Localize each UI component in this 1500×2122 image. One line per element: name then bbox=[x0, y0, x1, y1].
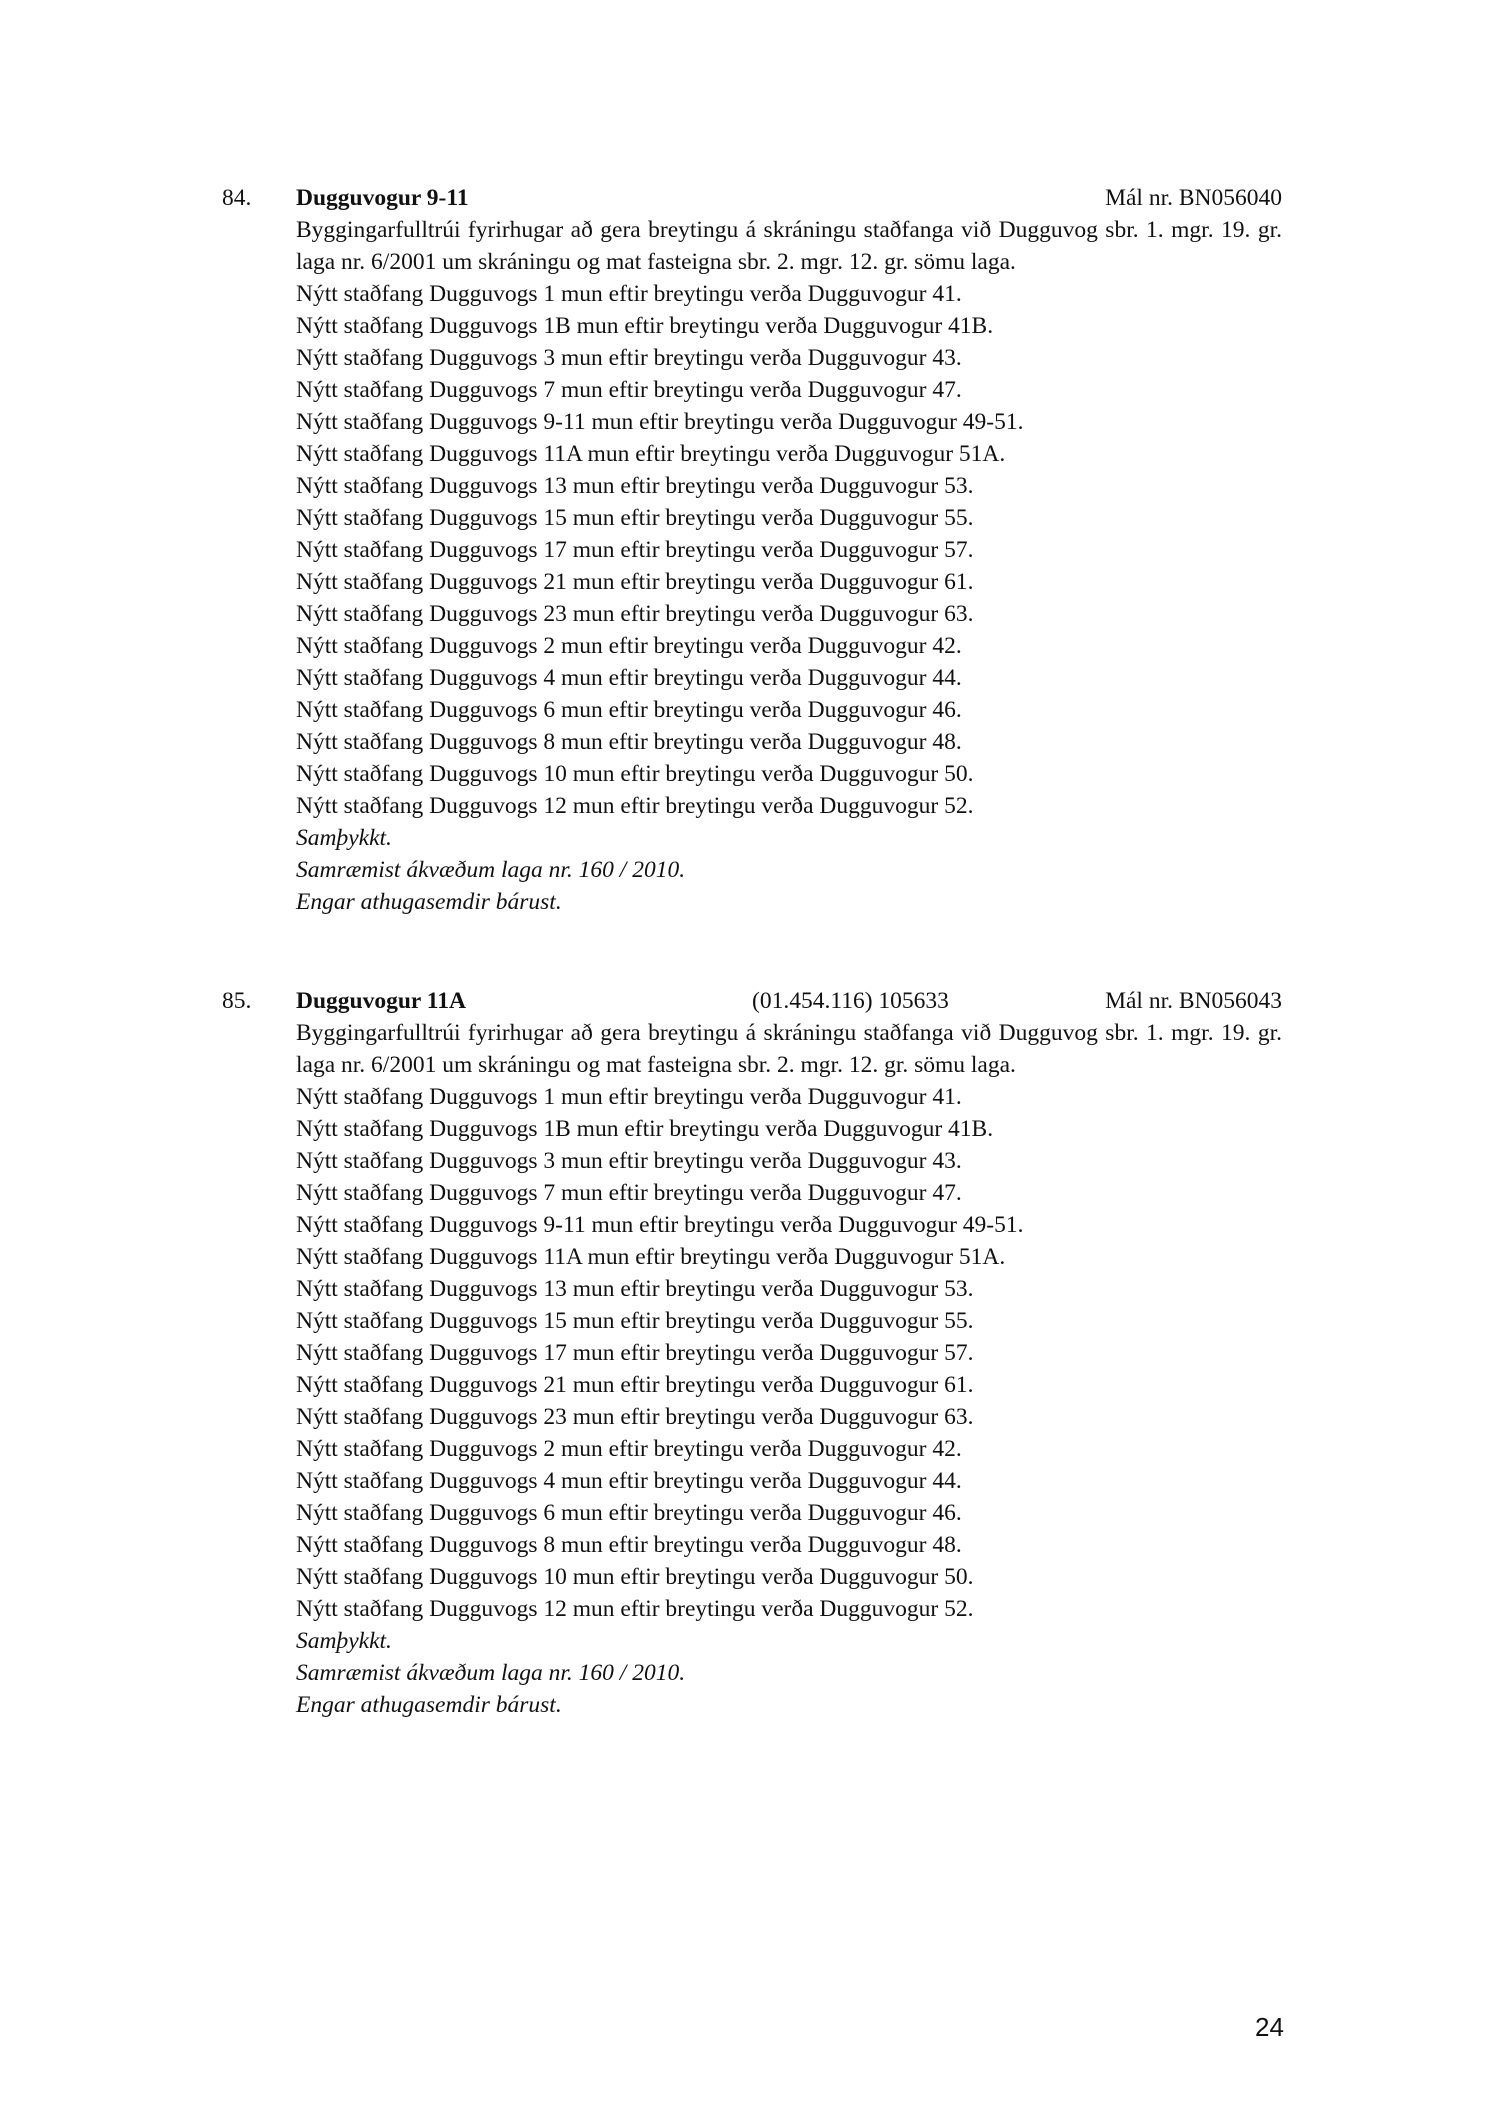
address-change-line: Nýtt staðfang Dugguvogs 21 mun eftir breytingu verða Dugguvogur 61. bbox=[296, 1372, 974, 1398]
address-change-line: Nýtt staðfang Dugguvogs 2 mun eftir breytingu verða Dugguvogur 42. bbox=[296, 633, 962, 659]
address-change-line: Nýtt staðfang Dugguvogs 13 mun eftir breytingu verða Dugguvogur 53. bbox=[296, 473, 974, 499]
case-number: Mál nr. BN056040 bbox=[1105, 185, 1282, 211]
address-change-line: Nýtt staðfang Dugguvogs 6 mun eftir breytingu verða Dugguvogur 46. bbox=[296, 1500, 962, 1526]
address-change-line: Nýtt staðfang Dugguvogs 3 mun eftir breytingu verða Dugguvogur 43. bbox=[296, 345, 962, 371]
address-change-line: Nýtt staðfang Dugguvogs 1 mun eftir breytingu verða Dugguvogur 41. bbox=[296, 281, 962, 307]
address-change-line: Nýtt staðfang Dugguvogs 6 mun eftir breytingu verða Dugguvogur 46. bbox=[296, 697, 962, 723]
address-change-line: Nýtt staðfang Dugguvogs 1B mun eftir breytingu verða Dugguvogur 41B. bbox=[296, 313, 994, 339]
address-change-line: Nýtt staðfang Dugguvogs 4 mun eftir breytingu verða Dugguvogur 44. bbox=[296, 1468, 962, 1494]
address-change-line: Nýtt staðfang Dugguvogs 17 mun eftir breytingu verða Dugguvogur 57. bbox=[296, 1340, 974, 1366]
address-change-line: Nýtt staðfang Dugguvogs 11A mun eftir breytingu verða Dugguvogur 51A. bbox=[296, 1244, 1006, 1270]
item-intro: Byggingarfulltrúi fyrirhugar að gera breytingu á skráningu staðfanga við Dugguvog sbr. 1. mgr. 19. gr. laga nr. 6/2001 um skráningu og mat fasteigna sbr. 2. mgr. 12. gr. sömu laga. bbox=[296, 217, 1282, 275]
address-change-line: Nýtt staðfang Dugguvogs 7 mun eftir breytingu verða Dugguvogur 47. bbox=[296, 377, 962, 403]
address-change-line: Nýtt staðfang Dugguvogs 23 mun eftir breytingu verða Dugguvogur 63. bbox=[296, 601, 974, 627]
address-change-line: Nýtt staðfang Dugguvogs 10 mun eftir breytingu verða Dugguvogur 50. bbox=[296, 761, 974, 787]
item-header bbox=[222, 985, 1282, 1017]
item-body bbox=[296, 214, 1282, 918]
item-body bbox=[296, 1017, 1282, 1721]
item-header bbox=[222, 182, 1282, 214]
item-number: 84. bbox=[222, 185, 252, 211]
address-change-line: Nýtt staðfang Dugguvogs 15 mun eftir breytingu verða Dugguvogur 55. bbox=[296, 1308, 974, 1334]
address-change-line: Nýtt staðfang Dugguvogs 17 mun eftir breytingu verða Dugguvogur 57. bbox=[296, 537, 974, 563]
decision-no-comments: Engar athugasemdir bárust. bbox=[296, 1692, 562, 1718]
address-change-line: Nýtt staðfang Dugguvogs 9-11 mun eftir breytingu verða Dugguvogur 49-51. bbox=[296, 409, 1024, 435]
address-change-line: Nýtt staðfang Dugguvogs 8 mun eftir breytingu verða Dugguvogur 48. bbox=[296, 1532, 962, 1558]
agenda-item-84 bbox=[222, 182, 1282, 918]
address-change-line: Nýtt staðfang Dugguvogs 9-11 mun eftir breytingu verða Dugguvogur 49-51. bbox=[296, 1212, 1024, 1238]
decision-law-compliance: Samræmist ákvæðum laga nr. 160 / 2010. bbox=[296, 857, 686, 883]
page-number: 24 bbox=[1255, 2012, 1284, 2042]
decision-approved: Samþykkt. bbox=[296, 1628, 392, 1654]
address-change-line: Nýtt staðfang Dugguvogs 1B mun eftir breytingu verða Dugguvogur 41B. bbox=[296, 1116, 994, 1142]
land-number: (01.454.116) 105633 bbox=[752, 988, 949, 1014]
address-change-line: Nýtt staðfang Dugguvogs 4 mun eftir breytingu verða Dugguvogur 44. bbox=[296, 665, 962, 691]
item-intro: Byggingarfulltrúi fyrirhugar að gera breytingu á skráningu staðfanga við Dugguvog sbr. 1. mgr. 19. gr. laga nr. 6/2001 um skráningu og mat fasteigna sbr. 2. mgr. 12. gr. sömu laga. bbox=[296, 1020, 1282, 1078]
address-change-line: Nýtt staðfang Dugguvogs 13 mun eftir breytingu verða Dugguvogur 53. bbox=[296, 1276, 974, 1302]
address-change-line: Nýtt staðfang Dugguvogs 12 mun eftir breytingu verða Dugguvogur 52. bbox=[296, 1596, 974, 1622]
item-address: Dugguvogur 11A bbox=[296, 988, 466, 1014]
agenda-item-85 bbox=[222, 985, 1282, 1721]
address-change-line: Nýtt staðfang Dugguvogs 21 mun eftir breytingu verða Dugguvogur 61. bbox=[296, 569, 974, 595]
address-change-line: Nýtt staðfang Dugguvogs 7 mun eftir breytingu verða Dugguvogur 47. bbox=[296, 1180, 962, 1206]
address-change-line: Nýtt staðfang Dugguvogs 15 mun eftir breytingu verða Dugguvogur 55. bbox=[296, 505, 974, 531]
address-change-line: Nýtt staðfang Dugguvogs 23 mun eftir breytingu verða Dugguvogur 63. bbox=[296, 1404, 974, 1430]
decision-law-compliance: Samræmist ákvæðum laga nr. 160 / 2010. bbox=[296, 1660, 686, 1686]
address-change-line: Nýtt staðfang Dugguvogs 11A mun eftir breytingu verða Dugguvogur 51A. bbox=[296, 441, 1006, 467]
decision-no-comments: Engar athugasemdir bárust. bbox=[296, 889, 562, 915]
address-change-line: Nýtt staðfang Dugguvogs 10 mun eftir breytingu verða Dugguvogur 50. bbox=[296, 1564, 974, 1590]
address-change-line: Nýtt staðfang Dugguvogs 1 mun eftir breytingu verða Dugguvogur 41. bbox=[296, 1084, 962, 1110]
address-change-line: Nýtt staðfang Dugguvogs 3 mun eftir breytingu verða Dugguvogur 43. bbox=[296, 1148, 962, 1174]
address-change-line: Nýtt staðfang Dugguvogs 2 mun eftir breytingu verða Dugguvogur 42. bbox=[296, 1436, 962, 1462]
item-number: 85. bbox=[222, 988, 252, 1014]
case-number: Mál nr. BN056043 bbox=[1105, 988, 1282, 1014]
address-change-line: Nýtt staðfang Dugguvogs 8 mun eftir breytingu verða Dugguvogur 48. bbox=[296, 729, 962, 755]
decision-approved: Samþykkt. bbox=[296, 825, 392, 851]
item-address: Dugguvogur 9-11 bbox=[296, 185, 469, 211]
address-change-line: Nýtt staðfang Dugguvogs 12 mun eftir breytingu verða Dugguvogur 52. bbox=[296, 793, 974, 819]
